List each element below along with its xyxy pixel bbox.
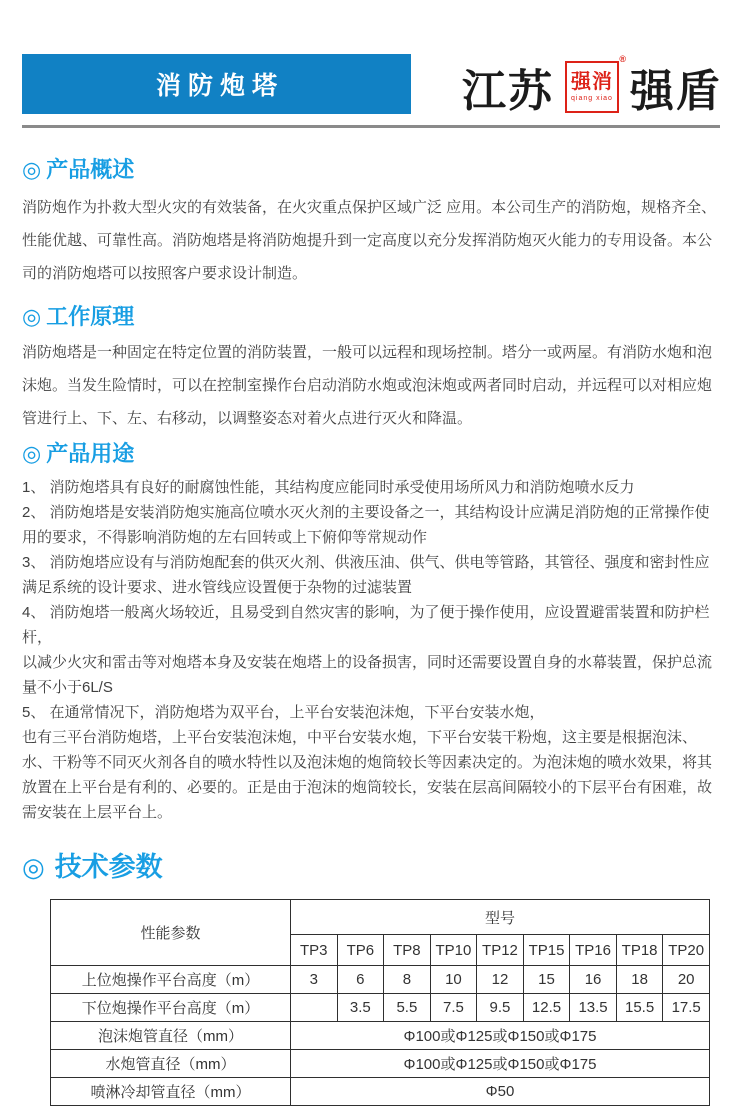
section-bullet-icon: ◎ [22,304,42,329]
table-row [51,1050,710,1078]
row-value: 3.5 [337,994,384,1022]
specs-table [50,899,710,1106]
model-column-header: TP16 [570,935,617,966]
section-heading-principle [0,304,750,330]
brand-seal-text: 强消 [571,71,613,93]
row-value: 16 [570,966,617,994]
model-column-header: TP18 [616,935,663,966]
brand-name-right: 强盾 [630,67,722,116]
row-value: 17.5 [663,994,710,1022]
row-value: 12 [477,966,524,994]
row-value: 12.5 [523,994,570,1022]
usage-item-line: 也有三平台消防炮塔，上平台安装泡沫炮，中平台安装水炮，下平台安装干粉炮，这主要是根据泡沫、水、干粉等不同灭火剂各自的喷水特性以及泡沫炮的炮筒较长等因素决定的。为泡沫炮的喷水效果，将其放置在上平台是有利的、必要的。正是由于泡沫的炮筒较长，安装在层高间隔较小的下层平台有困难，故需安装在上层平台上。 [22,729,713,821]
section-heading-overview [0,157,750,183]
row-value: 3 [291,966,338,994]
row-span-value: Φ100或Φ125或Φ150或Φ175 [291,1050,710,1078]
row-value: 10 [430,966,477,994]
row-label: 水炮管直径（mm） [51,1050,291,1078]
row-value: 8 [384,966,431,994]
section-heading-usage [0,441,750,467]
table-row [51,966,710,994]
table-corner-header: 性能参数 [51,900,291,966]
row-span-value: Φ50 [291,1078,710,1106]
row-value: 15.5 [616,994,663,1022]
row-label: 泡沫炮管直径（mm） [51,1022,291,1050]
usage-item-line: 3、 消防炮塔应设有与消防炮配套的供灭火剂、供液压油、供气、供电等管路，其管径、强度和密封性应满足系统的设计要求、进水管线应设置便于杂物的过滤装置 [22,554,710,596]
table-row [51,994,710,1022]
usage-item-line: 4、 消防炮塔一般离火场较近，且易受到自然灾害的影响，为了便于操作使用，应设置避雷装置和防护栏杆， [22,604,710,646]
row-value: 15 [523,966,570,994]
brand-seal-pinyin: qiang xiao [571,95,613,102]
row-value: 13.5 [570,994,617,1022]
usage-item-line: 5、 在通常情况下，消防炮塔为双平台，上平台安装泡沫炮，下平台安装水炮， [22,704,545,721]
section-heading-principle-text: 工作原理 [46,304,135,329]
table-model-header: 型号 [291,900,710,935]
row-span-value: Φ100或Φ125或Φ150或Φ175 [291,1022,710,1050]
table-row [51,1078,710,1106]
usage-list [0,475,750,825]
table-row [51,1022,710,1050]
section-heading-overview-text: 产品概述 [46,157,135,182]
row-value: 18 [616,966,663,994]
model-column-header: TP15 [523,935,570,966]
model-column-header: TP6 [337,935,384,966]
brand-name-left: 江苏 [462,67,554,116]
row-label: 下位炮操作平台高度（m） [51,994,291,1022]
model-column-header: TP3 [291,935,338,966]
row-value: 7.5 [430,994,477,1022]
section-heading-specs-text: 技术参数 [54,852,163,882]
registered-trademark-icon: ® [619,54,626,64]
section-bullet-icon: ◎ [22,441,42,466]
row-value: 5.5 [384,994,431,1022]
section-bullet-icon: ◎ [22,157,42,182]
section-bullet-icon: ◎ [22,852,45,882]
row-label: 喷淋冷却管直径（mm） [51,1078,291,1106]
model-column-header: TP8 [384,935,431,966]
usage-item-line: 1、 消防炮塔具有良好的耐腐蚀性能，其结构度应能同时承受使用场所风力和消防炮喷水反力 [22,479,635,496]
usage-item-line: 2、 消防炮塔是安装消防炮实施高位喷水灭火剂的主要设备之一，其结构设计应满足消防炮的正常操作使用的要求，不得影响消防炮的左右回转或上下俯仰等常规动作 [22,504,710,546]
model-column-header: TP12 [477,935,524,966]
model-column-header: TP10 [430,935,477,966]
page-title: 消防炮塔 [155,72,284,100]
row-value: 9.5 [477,994,524,1022]
row-value: 6 [337,966,384,994]
model-column-header: TP20 [663,935,710,966]
overview-paragraph: 消防炮作为扑救大型火灾的有效装备，在火灾重点保护区域广泛 应用。本公司生产的消防炮，规格齐全、性能优越、可靠性高。消防炮塔是将消防炮提升到一定高度以充分发挥消防炮灭火能力的专用设备。本公司的消防炮塔可以按照客户要求设计制造。 [22,199,717,282]
section-heading-specs [0,851,750,883]
row-value: 20 [663,966,710,994]
row-label: 上位炮操作平台高度（m） [51,966,291,994]
principle-paragraph: 消防炮塔是一种固定在特定位置的消防装置，一般可以远程和现场控制。塔分一或两屋。有消防水炮和泡沫炮。当发生险情时，可以在控制室操作台启动消防水炮或泡沫炮或两者同时启动，并远程可以对相应炮管进行上、下、左、右移动，以调整姿态对着火点进行灭火和降温。 [22,344,713,427]
section-heading-usage-text: 产品用途 [46,441,135,466]
usage-item-line: 以减少火灾和雷击等对炮塔本身及安装在炮塔上的设备损害，同时还需要设置自身的水幕装置，保护总流量不小于6L/S [22,654,713,696]
row-value [291,994,338,1022]
